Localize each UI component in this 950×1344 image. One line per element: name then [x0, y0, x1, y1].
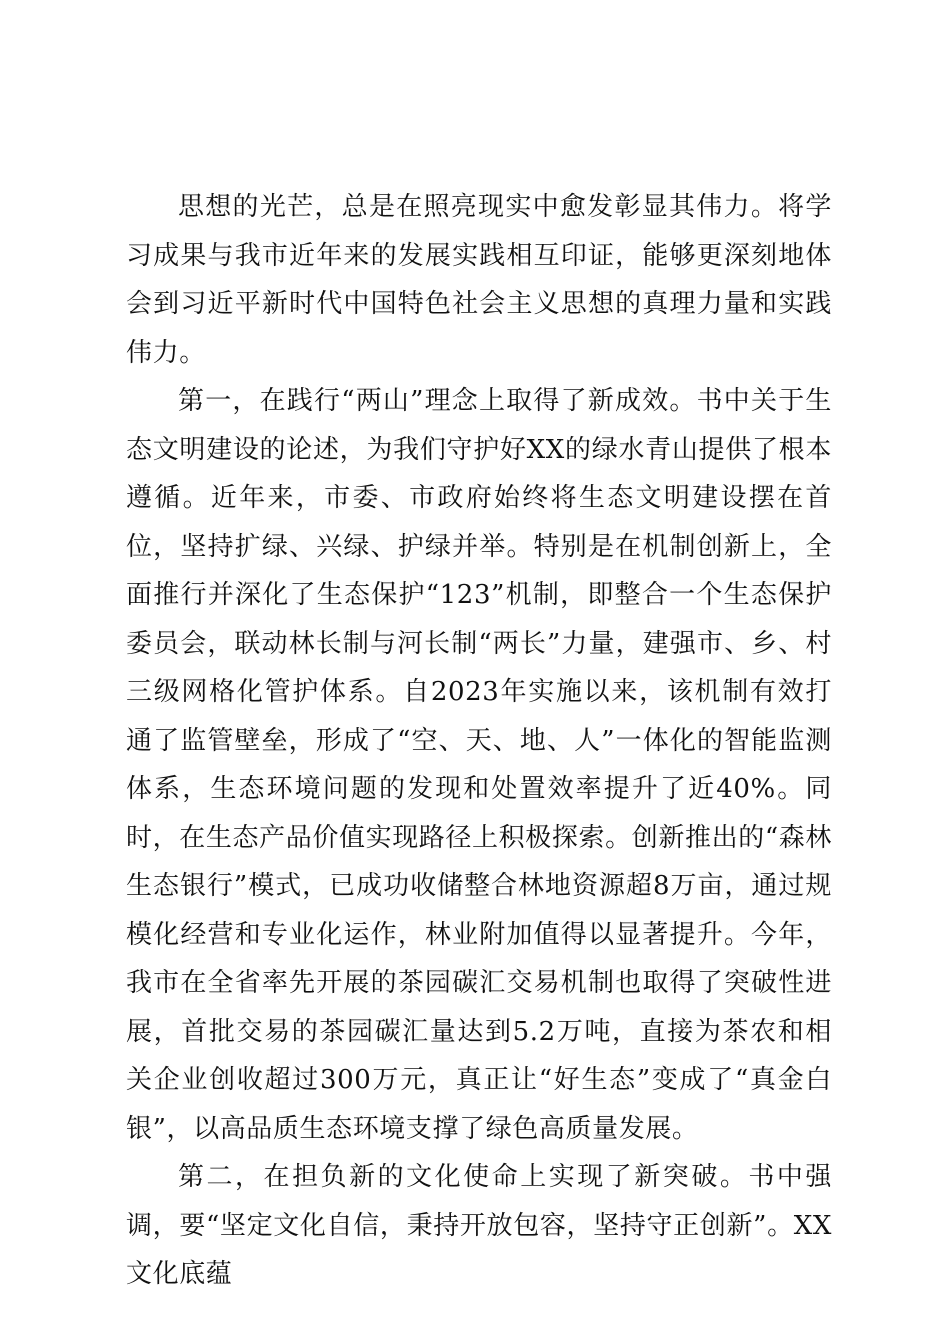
- document-body: [126, 183, 832, 1299]
- paragraph-first-point: 第一，在践行“两山”理念上取得了新成效。书中关于生态文明建设的论述，为我们守护好XX的绿水青山提供了根本遵循。近年来，市委、市政府始终将生态文明建设摆在首位，坚持扩绿、兴绿、护绿并举。特别是在机制创新上，全面推行并深化了生态保护“123”机制，即整合一个生态保护委员会，联动林长制与河长制“两长”力量，建强市、乡、村三级网格化管护体系。自2023年实施以来，该机制有效打通了监管壁垒，形成了“空、天、地、人”一体化的智能监测体系，生态环境问题的发现和处置效率提升了近40%。同时，在生态产品价值实现路径上积极探索。创新推出的“森林生态银行”模式，已成功收储整合林地资源超8万亩，通过规模化经营和专业化运作，林业附加值得以显著提升。今年，我市在全省率先开展的茶园碳汇交易机制也取得了突破性进展，首批交易的茶园碳汇量达到5.2万吨，直接为茶农和相关企业创收超过300万元，真正让“好生态”变成了“真金白银”，以高品质生态环境支撑了绿色高质量发展。: [126, 386, 832, 1144]
- paragraph-intro: 思想的光芒，总是在照亮现实中愈发彰显其伟力。将学习成果与我市近年来的发展实践相互印证，能够更深刻地体会到习近平新时代中国特色社会主义思想的真理力量和实践伟力。: [126, 192, 832, 368]
- paragraph-second-point: 第二，在担负新的文化使命上实现了新突破。书中强调，要“坚定文化自信，秉持开放包容，坚持守正创新”。XX文化底蕴: [126, 1162, 832, 1289]
